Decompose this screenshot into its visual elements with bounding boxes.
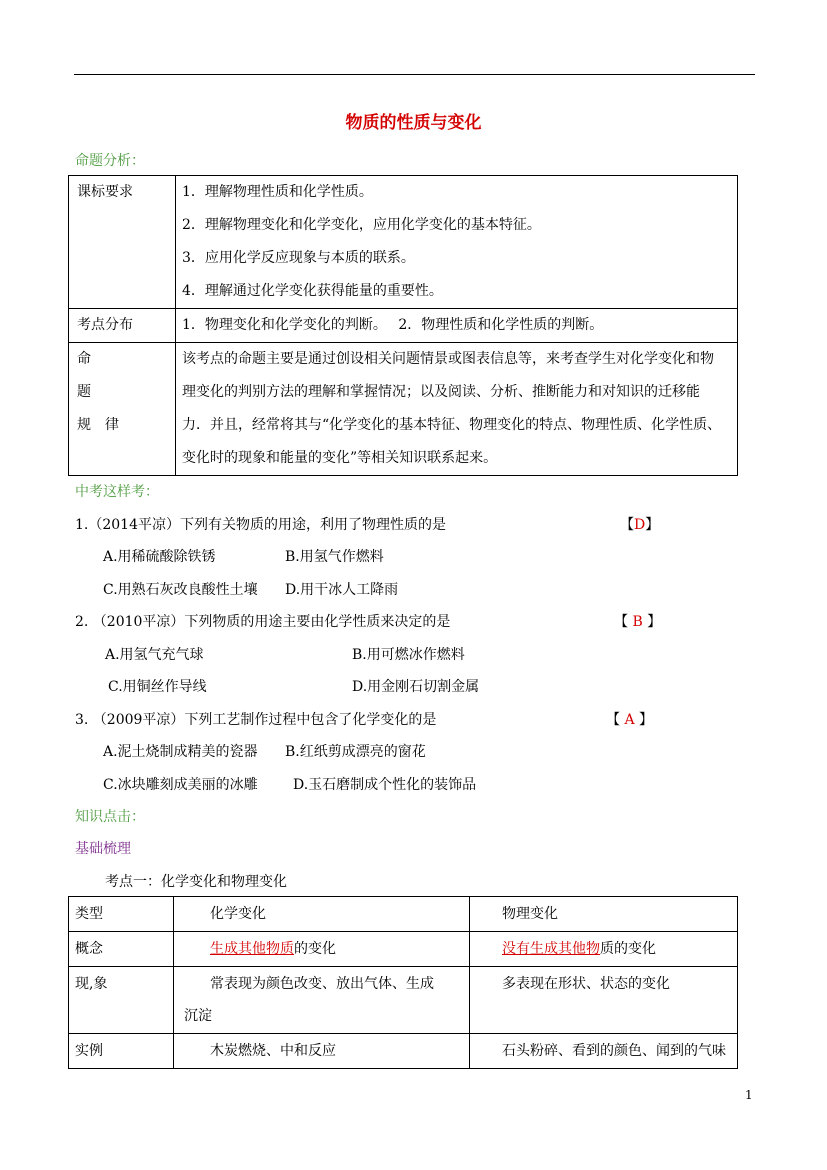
header-chemical: 化学变化 <box>174 897 470 932</box>
label-phenomenon: 现,象 <box>69 967 174 1034</box>
question-1-option-c: C.用熟石灰改良酸性土壤 <box>103 582 258 598</box>
question-3-option-c: C.冰块雕刻成美丽的冰雕 <box>103 777 258 793</box>
question-1-option-a: A.用稀硫酸除铁锈 <box>103 549 216 565</box>
section-heading-knowledge: 知识点击： <box>75 809 145 825</box>
pattern-head-char: 规 律 <box>77 417 119 433</box>
pattern-line: 该考点的命题主要是通过创设相关问题情景或图表信息等，来考查学生对化学变化和物 <box>182 351 714 367</box>
label-example: 实例 <box>69 1034 174 1069</box>
pattern-line: 变化时的现象和能量的变化”等相关知识联系起来。 <box>182 450 498 466</box>
question-2-option-b: B.用可燃冰作燃料 <box>352 647 465 663</box>
standards-cell <box>176 176 738 309</box>
header-physical: 物理变化 <box>470 897 738 932</box>
table-row <box>69 309 738 343</box>
distribution-cell: 1．物理变化和化学变化的判断。 2．物理性质和化学性质的判断。 <box>176 309 738 343</box>
question-1-stem: 1.（2014平凉）下列有关物质的用途，利用了物理性质的是 <box>75 517 446 533</box>
standards-line: 2．理解物理变化和化学变化，应用化学变化的基本特征。 <box>182 217 541 233</box>
standards-line: 1．理解物理性质和化学性质。 <box>182 184 373 200</box>
phenomenon-chemical <box>174 967 470 1034</box>
table-row <box>69 176 738 309</box>
table-row <box>69 967 738 1034</box>
question-2-option-a: A.用氢气充气球 <box>105 647 204 663</box>
row-head-standards: 课标要求 <box>69 176 176 309</box>
question-1-answer: 【D】 <box>620 517 660 533</box>
header-type: 类型 <box>69 897 174 932</box>
standards-line: 4．理解通过化学变化获得能量的重要性。 <box>182 283 443 299</box>
page-number: 1 <box>745 1088 753 1102</box>
row-head-pattern <box>69 343 176 476</box>
section-heading-basics: 基础梳理 <box>75 841 131 857</box>
standards-line: 3．应用化学反应现象与本质的联系。 <box>182 250 415 266</box>
change-comparison-table <box>68 896 738 1069</box>
pattern-cell <box>176 343 738 476</box>
pattern-head-char: 题 <box>77 384 91 400</box>
knowledge-point-1: 考点一：化学变化和物理变化 <box>105 874 287 890</box>
table-row <box>69 1034 738 1069</box>
phenomenon-chemical-line: 沉淀 <box>184 1008 212 1024</box>
header-rule <box>74 74 755 75</box>
section-heading-analysis: 命题分析： <box>75 153 145 169</box>
label-concept: 概念 <box>69 932 174 967</box>
question-3-answer: 【 A 】 <box>606 712 654 728</box>
row-head-distribution: 考点分布 <box>69 309 176 343</box>
example-physical: 石头粉碎、看到的颜色、闻到的气味 <box>470 1034 738 1069</box>
question-2-option-d: D.用金刚石切割金属 <box>352 679 480 695</box>
concept-chemical: 生成其他物质的变化 <box>174 932 470 967</box>
example-chemical: 木炭燃烧、中和反应 <box>174 1034 470 1069</box>
question-2-option-c: C.用铜丝作导线 <box>108 679 207 695</box>
question-1-option-b: B.用氢气作燃料 <box>285 549 384 565</box>
pattern-line: 力．并且，经常将其与“化学变化的基本特征、物理变化的特点、物理性质、化学性质、 <box>182 417 722 433</box>
pattern-line: 理变化的判别方法的理解和掌握情况；以及阅读、分析、推断能力和对知识的迁移能 <box>182 384 700 400</box>
question-3-option-a: A.泥土烧制成精美的瓷器 <box>103 744 258 760</box>
phenomenon-chemical-line: 常表现为颜色改变、放出气体、生成 <box>210 976 434 992</box>
page-title: 物质的性质与变化 <box>345 113 482 133</box>
question-2-stem: 2. （2010平凉）下列物质的用途主要由化学性质来决定的是 <box>75 614 451 630</box>
table-row <box>69 932 738 967</box>
analysis-table <box>68 175 738 476</box>
phenomenon-physical: 多表现在形状、状态的变化 <box>470 967 738 1034</box>
table-row <box>69 897 738 932</box>
question-3-stem: 3. （2009平凉）下列工艺制作过程中包含了化学变化的是 <box>75 712 437 728</box>
question-1-option-d: D.用干冰人工降雨 <box>285 582 399 598</box>
question-2-answer: 【 B 】 <box>614 614 662 630</box>
section-heading-exam: 中考这样考： <box>75 484 159 500</box>
concept-physical: 没有生成其他物质的变化 <box>470 932 738 967</box>
pattern-head-char: 命 <box>77 351 91 367</box>
question-3-option-d: D.玉石磨制成个性化的装饰品 <box>293 777 477 793</box>
table-row <box>69 343 738 476</box>
question-3-option-b: B.红纸剪成漂亮的窗花 <box>285 744 426 760</box>
